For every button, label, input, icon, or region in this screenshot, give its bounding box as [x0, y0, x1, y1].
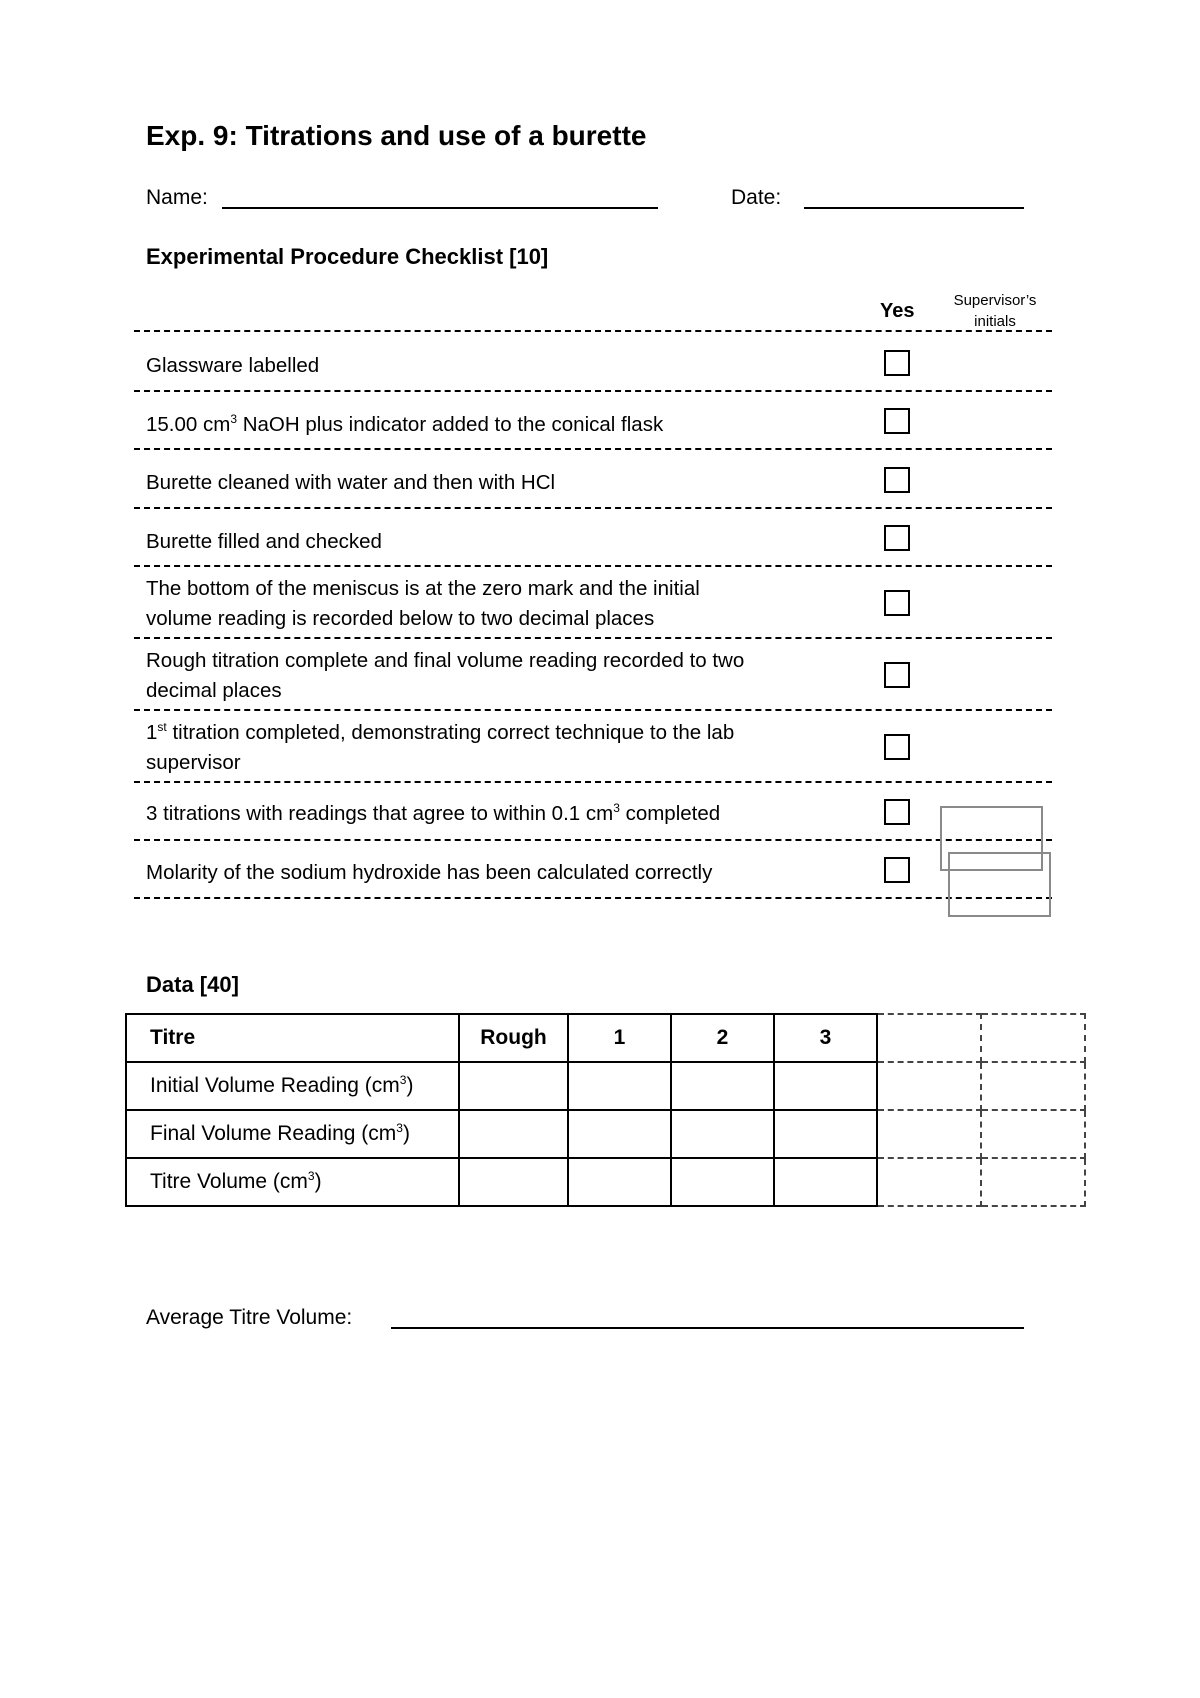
table-cell-input[interactable] — [774, 1062, 877, 1110]
table-cell-input[interactable] — [774, 1158, 877, 1206]
table-header-row — [126, 1014, 1085, 1062]
supervisor-header-line1: Supervisor’s — [953, 292, 1037, 309]
table-cell-input[interactable] — [981, 1110, 1085, 1158]
checklist-item-line: supervisor — [146, 751, 241, 774]
checklist-row — [134, 567, 1052, 639]
superscript: 3 — [307, 1169, 315, 1183]
checklist-item-text — [146, 410, 663, 440]
table-cell-input[interactable] — [459, 1062, 568, 1110]
checklist-item-text-part: NaOH plus indicator added to the conical flask — [237, 413, 664, 436]
yes-checkbox[interactable] — [884, 799, 910, 825]
yes-checkbox[interactable] — [884, 734, 910, 760]
table-header-1: 1 — [568, 1014, 671, 1062]
supervisor-initials-header — [930, 290, 1060, 332]
table-cell-input[interactable] — [568, 1158, 671, 1206]
checklist-item-line — [146, 718, 734, 748]
checklist-item-line: Rough titration complete and final volume reading recorded to two — [146, 649, 745, 672]
superscript: 3 — [230, 412, 238, 426]
table-header-3: 3 — [774, 1014, 877, 1062]
table-cell-input[interactable] — [568, 1062, 671, 1110]
yes-checkbox[interactable] — [884, 467, 910, 493]
checklist-item-text: Burette cleaned with water and then with HCl — [146, 471, 556, 494]
superscript: 3 — [396, 1121, 403, 1135]
table-row — [126, 1110, 1085, 1158]
checklist-item-text-part: 1 — [146, 721, 158, 744]
yes-column-header: Yes — [880, 300, 915, 322]
checklist-item-line: decimal places — [146, 679, 282, 702]
table-row — [126, 1158, 1085, 1206]
row-label-text: Initial Volume Reading (cm — [150, 1074, 400, 1097]
supervisor-header-line2: initials — [974, 313, 1016, 330]
table-cell-input[interactable] — [774, 1110, 877, 1158]
yes-checkbox[interactable] — [884, 590, 910, 616]
checklist-item-text-part: titration completed, demonstrating correct technique to the lab — [166, 721, 735, 744]
table-cell-input[interactable] — [459, 1110, 568, 1158]
checklist-item-text-part: 3 titrations with readings that agree to within 0.1 cm — [146, 802, 614, 825]
table-cell-input[interactable] — [671, 1062, 774, 1110]
row-label-text: Final Volume Reading (cm — [150, 1122, 397, 1145]
checklist-item-text — [146, 574, 700, 634]
checklist-row — [134, 509, 1052, 567]
superscript: 3 — [613, 801, 620, 815]
checklist-heading: Experimental Procedure Checklist [10] — [146, 244, 549, 269]
checklist-row — [134, 392, 1052, 450]
name-field[interactable] — [222, 207, 658, 209]
checklist-item-text: Burette filled and checked — [146, 530, 382, 553]
table-cell-input[interactable] — [568, 1110, 671, 1158]
table-cell-input[interactable] — [877, 1158, 981, 1206]
checklist-row — [134, 332, 1052, 392]
row-label-close: ) — [406, 1074, 414, 1097]
data-heading: Data [40] — [146, 972, 239, 997]
yes-checkbox[interactable] — [884, 525, 910, 551]
table-header-extra — [877, 1014, 981, 1062]
date-field[interactable] — [804, 207, 1024, 209]
checklist-item-text: Glassware labelled — [146, 354, 320, 377]
titration-data-table — [125, 1013, 1086, 1207]
yes-checkbox[interactable] — [884, 857, 910, 883]
table-cell-input[interactable] — [981, 1158, 1085, 1206]
date-label: Date: — [731, 186, 782, 209]
table-row-label — [126, 1062, 459, 1110]
table-cell-input[interactable] — [877, 1110, 981, 1158]
table-cell-input[interactable] — [671, 1110, 774, 1158]
yes-checkbox[interactable] — [884, 408, 910, 434]
table-row — [126, 1062, 1085, 1110]
row-label-close: ) — [402, 1122, 410, 1145]
table-header-rough: Rough — [459, 1014, 568, 1062]
average-titre-field[interactable] — [391, 1327, 1024, 1329]
table-header-2: 2 — [671, 1014, 774, 1062]
page-title: Exp. 9: Titrations and use of a burette — [146, 120, 647, 151]
checklist-item-text: Molarity of the sodium hydroxide has been calculated correctly — [146, 861, 713, 884]
table-cell-input[interactable] — [877, 1062, 981, 1110]
table-cell-input[interactable] — [981, 1062, 1085, 1110]
checklist-item-text-part: 15.00 cm — [146, 413, 231, 436]
supervisor-initials-box[interactable] — [948, 852, 1051, 917]
table-row-label — [126, 1158, 459, 1206]
table-cell-input[interactable] — [671, 1158, 774, 1206]
name-label: Name: — [146, 186, 208, 209]
superscript: 3 — [399, 1073, 407, 1087]
checklist-row — [134, 783, 1052, 841]
checklist-item-text — [146, 799, 720, 829]
checklist-item-text-part: completed — [619, 802, 721, 825]
yes-checkbox[interactable] — [884, 662, 910, 688]
checklist-item-line: volume reading is recorded below to two decimal places — [146, 607, 655, 630]
checklist-item-text — [146, 646, 744, 706]
checklist-row — [134, 711, 1052, 783]
checklist-row — [134, 450, 1052, 509]
table-header-extra — [981, 1014, 1085, 1062]
table-header-titre: Titre — [126, 1014, 459, 1062]
checklist-item-line: The bottom of the meniscus is at the zero mark and the initial — [146, 577, 700, 600]
yes-checkbox[interactable] — [884, 350, 910, 376]
table-cell-input[interactable] — [459, 1158, 568, 1206]
row-label-close: ) — [314, 1170, 322, 1193]
checklist-row — [134, 639, 1052, 711]
superscript: st — [157, 720, 167, 734]
row-label-text: Titre Volume (cm — [150, 1170, 308, 1193]
checklist-item-text — [146, 718, 734, 778]
average-titre-label: Average Titre Volume: — [146, 1306, 353, 1329]
table-row-label — [126, 1110, 459, 1158]
checklist-row — [134, 841, 1052, 899]
